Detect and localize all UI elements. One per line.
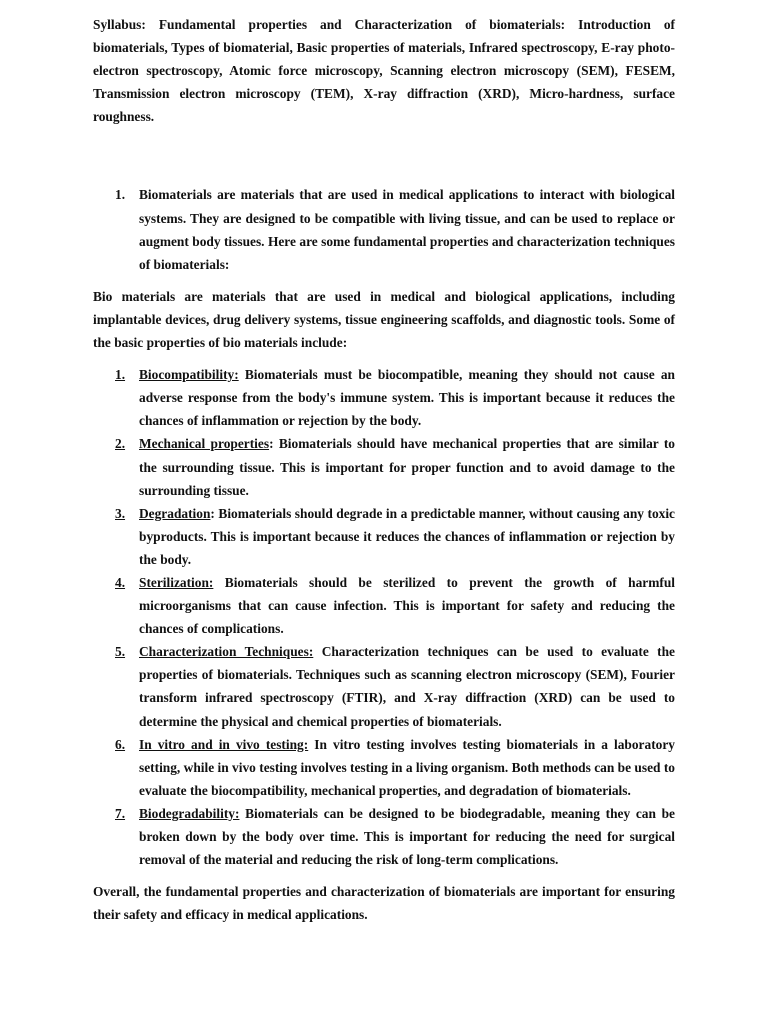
property-term: Biodegradability: <box>139 805 240 821</box>
property-item-sterilization <box>93 571 675 640</box>
conclusion-paragraph: Overall, the fundamental properties and characterization of biomaterials are important for ensuring their safety and efficacy in medical applications. <box>93 884 675 923</box>
list-number: 7. <box>115 805 126 821</box>
property-term: Biocompatibility: <box>139 367 239 383</box>
property-term: In vitro and in vivo testing: <box>139 736 309 752</box>
property-description: Biomaterials must be biocompatible, meaning they should not cause an adverse response from the body's immune system. This is important because it reduces the chances of inflammation or rejection by the body. <box>139 367 675 429</box>
property-item-degradation <box>93 502 675 571</box>
property-item-biodegradability <box>93 802 675 871</box>
list-number: 4. <box>115 574 126 590</box>
property-description: Biomaterials should be sterilized to prevent the growth of harmful microorganisms that can cause infection. This is important for safety and reducing the chances of complications. <box>139 574 675 637</box>
property-description: Characterization techniques can be used to evaluate the properties of biomaterials. Techniques such as scanning electron microscopy (SEM), Fourier transform infrared spectroscopy (FTIR), and X-ray diffraction (XRD) can be used to determine the physical and chemical properties of biomaterials. <box>139 644 676 729</box>
list-number: 1. <box>115 187 126 203</box>
syllabus-paragraph: Syllabus: Fundamental properties and Characterization of biomaterials: Introduction of biomaterials, Types of biomaterial, Basic properties of materials, Infrared spectroscopy, E-ray photo-electron spectroscopy, Atomic force microscopy, Scanning electron microscopy (SEM), FESEM, Transmission electron microscopy (TEM), X-ray diffraction (XRD), Micro-hardness, surface roughness. <box>93 17 675 125</box>
property-term: Sterilization: <box>139 574 214 590</box>
property-term: Mechanical properties <box>139 436 270 452</box>
property-term: Characterization Techniques: <box>139 644 314 660</box>
list-number: 2. <box>115 436 126 452</box>
property-description: : Biomaterials should degrade in a predictable manner, without causing any toxic byproducts. This is important because it reduces the chances of inflammation or rejection by the body. <box>139 505 675 567</box>
property-description: Biomaterials can be designed to be biodegradable, meaning they can be broken down by the body over time. This is important for reducing the need for surgical removal of the material and reducing the risk of long-term complications. <box>139 805 675 868</box>
list-number: 5. <box>115 644 126 660</box>
property-description: : Biomaterials should have mechanical properties that are similar to the surrounding tissue. This is important for proper function and to avoid damage to the surrounding tissue. <box>139 436 675 498</box>
property-item-mechanical <box>93 432 675 501</box>
intro-item-text: Biomaterials are materials that are used in medical applications to interact with biological systems. They are designed to be compatible with living tissue, and can be used to replace or augment body tissues. Here are some fundamental properties and characterization techniques of biomaterials: <box>139 187 675 272</box>
intro-list <box>93 183 675 275</box>
intro-list-item <box>93 183 675 275</box>
property-item-biocompatibility <box>93 363 675 432</box>
overview-paragraph: Bio materials are materials that are used in medical and biological applications, including implantable devices, drug delivery systems, tissue engineering scaffolds, and diagnostic tools. Some of the basic properties of bio materials include: <box>93 288 675 351</box>
property-description: In vitro testing involves testing biomaterials in a laboratory setting, while in vivo testing involves testing in a living organism. Both methods can be used to evaluate the biocompatibility, mechanical properties, and degradation of biomaterials. <box>139 736 675 798</box>
properties-list <box>93 363 675 871</box>
property-item-testing <box>93 733 675 802</box>
list-number: 6. <box>115 736 126 752</box>
list-number: 3. <box>115 505 126 521</box>
property-item-characterization <box>93 640 675 732</box>
document-page <box>93 13 675 926</box>
list-number: 1. <box>115 367 126 383</box>
property-term: Degradation <box>139 505 211 521</box>
